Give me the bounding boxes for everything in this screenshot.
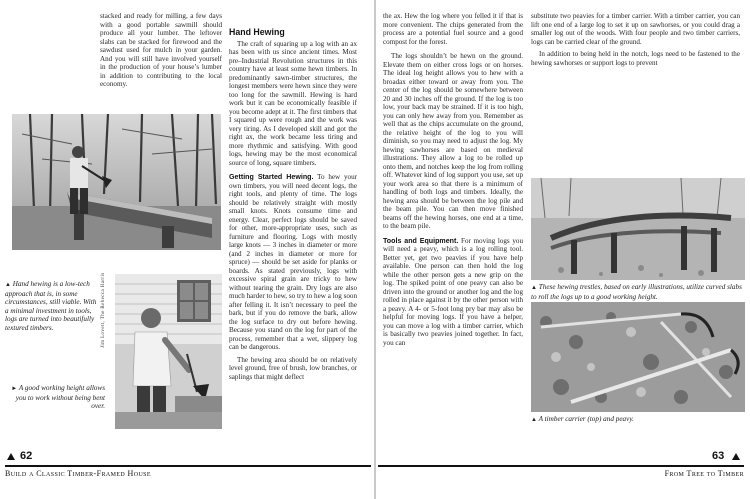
photo-hewing-trestles (531, 178, 745, 280)
hewing-trestles-image (531, 178, 745, 280)
caption-working-height (5, 384, 105, 411)
footer-triangle-icon (732, 453, 740, 460)
hand-hewing-paragraph: The craft of squaring up a log with an ax has been with us since ancient times. Most pre–Industrial Revolution structures in this country have at least some hewn timbers. In predominantly sawn-timber structures, the longest members were hewn since they were too long for the sawmill. Hewing is hard work but it can be economically feasible if you become adept at it. The first timbers that I squared up were rough and the work was very tiring. As I developed skill and got the right ax, the work became less tiring and more rhythmic and satisfying. With good logs, hewing may be the most economical source of long, square timbers. (229, 39, 357, 167)
footer-chapter-title: From Tree to Timber (664, 469, 744, 478)
right-col1-paragraph-2: The logs shouldn’t be hewn on the ground. Elevate them on either cross logs or on horses. The ideal log height allows you to hew with a broadax either toward or away from you. The center of the log should be somewhere between 20 and 30 inches off the ground. If the log is too low, your back may be strained. If it is too high, you can only hew away from you. Remember as well that as the chips accumulate on the ground, the relative height of the log to you will diminish, so you may need to adjust the log. My hewing sawhorses are based on medieval illustrations. They allow a log to be rolled up onto them, and notches keep the log from rolling off. Whatever kind of log support you use, set up your work area so that there is a minimum of handling of both logs and timbers. Ideally, the hewing area should be between the log pile and the beam pile. You can then move finished beams off the hewing horses, one end at a time, to the beam pile. (383, 52, 523, 230)
hand-hewing-image (12, 114, 221, 250)
subheading-getting-started: Getting Started Hewing. (229, 173, 314, 181)
right-column-1 (383, 12, 523, 430)
photo-timber-carrier (531, 302, 745, 412)
caption-timber-carrier-text: A timber carrier (top) and peavy. (538, 415, 634, 423)
photo-hand-hewing (12, 114, 221, 250)
tools-paragraph (383, 237, 523, 348)
working-height-image (115, 274, 222, 429)
caption-hand-hewing-text: Hand hewing is a low-tech approach that is, in some circumstances, still viable. With a minimal investment in tools, logs are turned into beautifully textured timbers. (5, 280, 97, 332)
footer-book-title: Build a Classic Timber-Framed House (5, 469, 151, 478)
getting-started-paragraph (229, 173, 357, 352)
timber-carrier-image (531, 302, 745, 412)
footer-triangle-icon (7, 453, 15, 460)
right-col2-paragraph-2: In addition to being held in the notch, logs need to be fastened to the hewing sawhorses or support logs to prevent (531, 50, 740, 67)
left-column-2 (229, 28, 357, 430)
hewing-area-paragraph: The hewing area should be on relatively level ground, free of brush, low branches, or saplings that might deflect (229, 355, 357, 381)
footer-rule-right (378, 465, 744, 467)
right-col1-paragraph-1: the ax. Hew the log where you felled it if that is more convenient. The chips generated from the process are a potential fuel source and a good compost for the forest. (383, 12, 523, 46)
right-column-2 (531, 12, 740, 167)
caption-timber-carrier (531, 415, 745, 425)
left-top-text (100, 12, 222, 107)
triangle-up-icon: ▲ (531, 285, 537, 291)
left-page (0, 0, 374, 499)
heading-hand-hewing: Hand Hewing (229, 28, 285, 37)
intro-paragraph: stacked and ready for milling, a few days with a good portable sawmill should produce all your lumber. The leftover slabs can be stacked for firewood and the sawdust used for mulch in your garden. And you will still have involved yourself in the production of your house’s lumber in addition to contributing to the local economy. (100, 12, 222, 88)
subheading-tools: Tools and Equipment. (383, 236, 459, 245)
triangle-up-icon: ▲ (5, 282, 11, 288)
page-number-left: 62 (20, 450, 33, 462)
footer-rule-left (5, 465, 371, 467)
caption-hand-hewing (5, 280, 100, 333)
getting-started-text: To hew your own timbers, you will need decent logs, the right tools, and plenty of time. The logs should be relatively straight with mostly small knots. Knots consume time and energy. Clear, perfect logs should be saved for other, more-appropriate uses, such as furniture and flooring. Logs with mostly large knots — 3 inches in diameter or more (and 2 inches in diameter or more for spruce) — should be set aside for planks or boards. As stated previously, logs with excessive spiral grain are tricky to hew without tearing the grain. Dry logs are also much harder to hew, so try to hew a log soon after felling it. It isn’t necessary to peel the bark, but if you do remove the bark, allow the log surface to dry out before hewing. Because you stand on the log for part of the process, remember that a wet, slippery log can be dangerous. (229, 173, 357, 351)
triangle-right-icon: ► (11, 386, 18, 392)
photo-working-height (115, 274, 222, 429)
tools-text: For moving logs you will need a peavy, which is a log rolling tool. Better yet, get two peavies if you have help available. One person can then hold the log while the other person gets a new grip on the log. The spiked point of one peavy can also be driven into the ground or another log and the log rolled in place against it by the other person with a peavy. A 4- or 5-foot long pry bar may also be helpful for moving logs. If you have a helper, you can move a log with a timber carrier, which is basically two peavies joined together. In fact, you can (383, 236, 523, 347)
right-page (376, 0, 750, 499)
photo-credit: Jim Lovett, The Rebecca Harris (101, 272, 106, 348)
right-col2-paragraph-1: substitute two peavies for a timber carrier. With a timber carrier, you can lift one end of a large log to set it up on sawhorses, or you could drag a smaller log out of the woods. With four people and two timber carriers, logs can be carried clear of the ground. (531, 12, 740, 46)
triangle-up-icon: ▲ (531, 417, 537, 423)
caption-hewing-trestles-text: These hewing trestles, based on early illustrations, utilize curved slabs to roll the logs up to a good working height. (531, 283, 742, 301)
page-number-right: 63 (712, 450, 725, 462)
caption-working-height-text: A good working height allows you to work without being bent over. (15, 384, 105, 411)
caption-hewing-trestles (531, 283, 745, 301)
